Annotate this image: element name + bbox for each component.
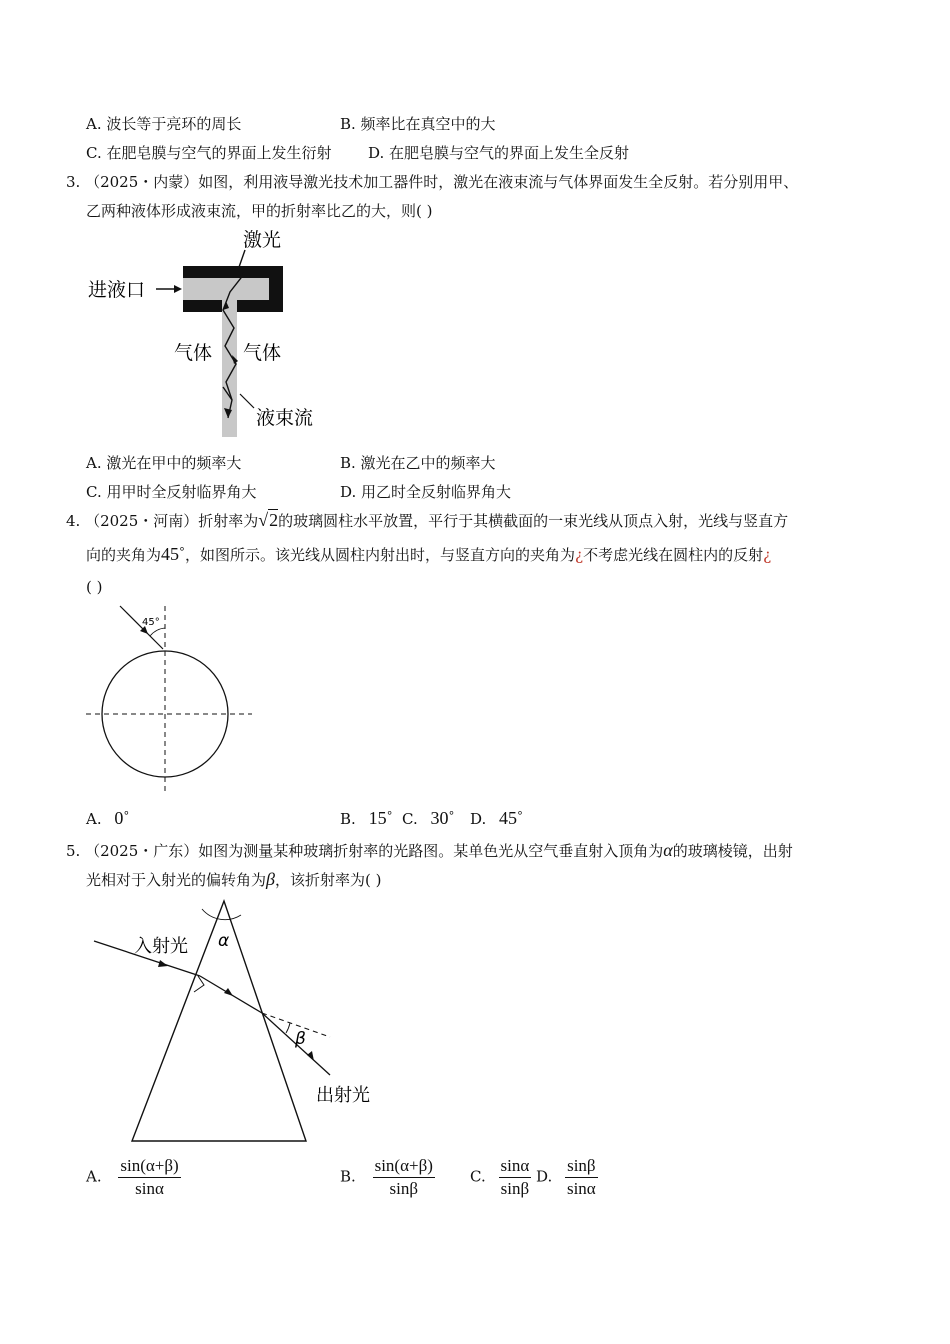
q3-option-b: B. 激光在乙中的频率大	[340, 454, 496, 472]
q4-figure-cylinder	[84, 604, 254, 794]
label-stream: 液束流	[256, 407, 314, 429]
q4-stem-line1: 4. （2025・河南）折射率为√2的玻璃圆柱水平放置，平行于其横截面的一束光线从顶点入射，光线与竖直方	[66, 510, 789, 530]
label-gas-left: 气体	[174, 342, 213, 364]
q5-option-a: A. $\frac{\sin(\alpha+\beta)}{\sin\alpha}$	[86, 1156, 179, 1198]
q2-option-b: B. 频率比在真空中的大	[340, 115, 496, 133]
q2-option-d: D. 在肥皂膜与空气的界面上发生全反射	[368, 144, 630, 162]
sqrt-expression: √2	[258, 510, 279, 530]
q4-option-a: A. 0˚	[86, 808, 130, 828]
q4-stem-line2: 向的夹角为45˚，如图所示。该光线从圆柱内射出时，与竖直方向的夹角为¿不考虑光线在圆柱内的反射¿	[86, 544, 772, 564]
q4-answer-blank: ( )	[86, 578, 103, 596]
label-gas-right: 气体	[243, 342, 282, 364]
q4-option-c: C. 30˚	[402, 808, 455, 828]
label-alpha: α	[218, 931, 230, 951]
label-inlet: 进液口	[88, 279, 146, 301]
q3-stem-line1: 3. （2025・内蒙）如图，利用液导激光技术加工器件时，激光在液束流与气体界面发生全反射。若分别用甲、	[66, 173, 799, 191]
q3-stem-line2: 乙两种液体形成液束流，甲的折射率比乙的大，则( )	[86, 202, 433, 220]
label-beta: β	[295, 1029, 306, 1049]
q2-option-a: A. 波长等于亮环的周长	[86, 115, 242, 133]
angle-label: 45°	[142, 617, 160, 628]
label-incident: 入射光	[134, 936, 188, 957]
label-outgoing: 出射光	[316, 1085, 370, 1106]
nozzle-channel	[183, 278, 269, 300]
label-laser: 激光	[243, 229, 282, 251]
q2-option-c: C. 在肥皂膜与空气的界面上发生衍射	[86, 144, 332, 162]
q5-option-c: C. $\frac{\sin\alpha}{\sin\beta}$ D. $\frac{\sin\beta}{\sin\alpha}$	[470, 1156, 596, 1198]
q3-figure-laser-stream	[80, 222, 340, 444]
q4-option-d: D. 45˚	[470, 808, 524, 828]
q5-figure-prism	[90, 895, 380, 1147]
q3-option-a: A. 激光在甲中的频率大	[86, 454, 242, 472]
q5-option-b: B. $\frac{\sin(\alpha+\beta)}{\sin\beta}$	[340, 1156, 433, 1198]
q4-option-b: B. 15˚	[340, 808, 393, 828]
q3-option-d: D. 用乙时全反射临界角大	[340, 483, 512, 501]
q5-stem-line1: 5. （2025・广东）如图为测量某种玻璃折射率的光路图。某单色光从空气垂直射入顶角为α的玻璃棱镜，出射	[66, 840, 793, 860]
q5-stem-line2: 光相对于入射光的偏转角为β，该折射率为( )	[86, 869, 382, 889]
q3-option-c: C. 用甲时全反射临界角大	[86, 483, 257, 501]
